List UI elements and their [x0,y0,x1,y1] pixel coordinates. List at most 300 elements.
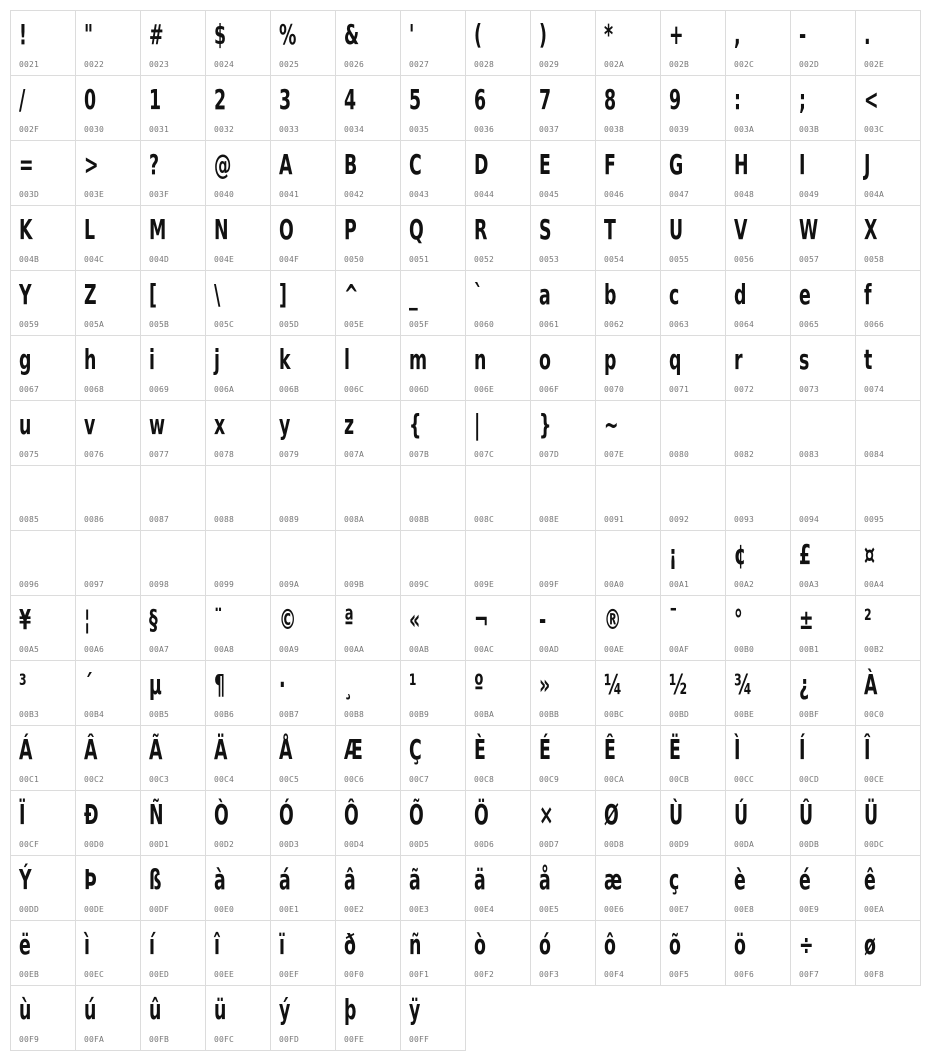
glyph-character: Û [799,798,814,831]
glyph-character: ¾ [734,668,752,701]
glyph-character: © [279,603,297,636]
glyph-codepoint: 00B5 [149,710,170,719]
glyph-cell [10,465,76,531]
glyph-codepoint: 008A [344,515,365,524]
glyph-codepoint: 00F8 [864,970,885,979]
glyph-character: ã [409,863,421,896]
glyph-character: ° [734,603,743,636]
glyph-codepoint: 0051 [409,255,430,264]
glyph-codepoint: 0094 [799,515,820,524]
glyph-character: ½ [669,668,687,701]
glyph-cell [855,140,921,206]
glyph-cell [400,205,466,271]
glyph-codepoint: 00D4 [344,840,365,849]
glyph-codepoint: 00FA [84,1035,105,1044]
glyph-codepoint: 00A9 [279,645,300,654]
glyph-character: v [84,408,96,441]
glyph-cell [465,855,531,921]
glyph-character: j [214,343,220,376]
glyph-codepoint: 0075 [19,450,40,459]
glyph-cell [400,140,466,206]
glyph-codepoint: 006D [409,385,430,394]
glyph-character: ó [539,928,551,961]
glyph-cell [465,920,531,986]
glyph-character: ± [799,603,814,636]
glyph-character: u [19,408,32,441]
glyph-codepoint: 003C [864,125,885,134]
glyph-cell [140,205,206,271]
glyph-character: ÿ [409,993,421,1026]
glyph-character: Ì [734,733,741,766]
glyph-cell [855,270,921,336]
glyph-codepoint: 0077 [149,450,170,459]
glyph-character: x [214,408,226,441]
glyph-cell [465,270,531,336]
glyph-codepoint: 0034 [344,125,365,134]
glyph-codepoint: 00C3 [149,775,170,784]
glyph-character: . [864,18,871,51]
glyph-cell [205,660,271,726]
glyph-cell [205,920,271,986]
glyph-codepoint: 00CE [864,775,885,784]
glyph-codepoint: 0031 [149,125,170,134]
glyph-cell [530,855,596,921]
glyph-cell [400,270,466,336]
glyph-codepoint: 00A0 [604,580,625,589]
glyph-cell [725,465,791,531]
glyph-codepoint: 00AC [474,645,495,654]
glyph-codepoint: 00ED [149,970,170,979]
glyph-character: # [149,18,164,51]
glyph-codepoint: 004D [149,255,170,264]
glyph-cell [10,530,76,596]
glyph-codepoint: 0064 [734,320,755,329]
glyph-character: w [149,408,166,441]
glyph-codepoint: 00B0 [734,645,755,654]
glyph-codepoint: 004B [19,255,40,264]
glyph-cell [205,205,271,271]
glyph-codepoint: 00EC [84,970,105,979]
glyph-cell [595,725,661,791]
glyph-character: Ä [214,733,228,766]
glyph-codepoint: 009F [539,580,560,589]
glyph-cell [10,335,76,401]
glyph-character: Â [84,733,98,766]
glyph-cell [725,920,791,986]
glyph-character: K [19,213,33,246]
glyph-cell [335,75,401,141]
glyph-codepoint: 005D [279,320,300,329]
glyph-cell [530,790,596,856]
glyph-cell [530,400,596,466]
glyph-cell [10,660,76,726]
glyph-cell [855,530,921,596]
glyph-cell [140,10,206,76]
glyph-codepoint: 0043 [409,190,430,199]
glyph-character: Ë [669,733,681,766]
glyph-cell [140,790,206,856]
glyph-character: º [474,668,484,701]
glyph-codepoint: 00BE [734,710,755,719]
glyph-codepoint: 0074 [864,385,885,394]
glyph-character: È [474,733,486,766]
glyph-cell [400,400,466,466]
glyph-cell [790,270,856,336]
glyph-character: þ [344,993,357,1026]
glyph-cell [790,530,856,596]
glyph-cell [335,660,401,726]
glyph-codepoint: 00A6 [84,645,105,654]
glyph-codepoint: 005E [344,320,365,329]
glyph-codepoint: 0093 [734,515,755,524]
glyph-codepoint: 00D8 [604,840,625,849]
glyph-cell [270,985,336,1051]
glyph-character: ì [84,928,90,961]
glyph-codepoint: 008B [409,515,430,524]
glyph-cell [10,270,76,336]
glyph-cell [530,725,596,791]
glyph-cell [75,660,141,726]
glyph-codepoint: 0042 [344,190,365,199]
glyph-cell [660,465,726,531]
glyph-character: G [669,148,684,181]
glyph-codepoint: 0097 [84,580,105,589]
glyph-codepoint: 007D [539,450,560,459]
glyph-character: % [279,18,297,51]
glyph-character: â [344,863,356,896]
glyph-character: ' [409,18,415,51]
glyph-cell [790,205,856,271]
glyph-character: Í [799,733,806,766]
glyph-character: ´ [84,668,93,701]
glyph-character: ³ [19,668,27,701]
glyph-cell [75,335,141,401]
glyph-codepoint: 00A4 [864,580,885,589]
glyph-codepoint: 0098 [149,580,170,589]
glyph-character: ² [864,603,872,636]
glyph-character: _ [409,278,418,311]
glyph-codepoint: 00B4 [84,710,105,719]
glyph-codepoint: 00E2 [344,905,365,914]
glyph-cell [335,270,401,336]
glyph-cell [75,205,141,271]
glyph-cell [400,920,466,986]
glyph-codepoint: 00E4 [474,905,495,914]
glyph-character: ¶ [214,668,226,701]
glyph-cell [270,530,336,596]
glyph-cell [465,465,531,531]
glyph-codepoint: 00FD [279,1035,300,1044]
glyph-cell [75,985,141,1051]
glyph-character: : [734,83,741,116]
glyph-cell [140,335,206,401]
glyph-character: z [344,408,355,441]
glyph-cell [725,140,791,206]
glyph-character: r [734,343,743,376]
glyph-codepoint: 00C8 [474,775,495,784]
glyph-character: ? [149,148,160,181]
glyph-character: / [19,83,26,116]
glyph-codepoint: 00D1 [149,840,170,849]
glyph-character: Ñ [149,798,164,831]
glyph-cell [725,530,791,596]
glyph-codepoint: 0082 [734,450,755,459]
glyph-codepoint: 0029 [539,60,560,69]
glyph-character: * [604,18,614,51]
glyph-cell [140,920,206,986]
glyph-cell [140,985,206,1051]
glyph-codepoint: 0032 [214,125,235,134]
glyph-character: O [279,213,294,246]
glyph-character: 9 [669,83,682,116]
glyph-character: & [344,18,360,51]
glyph-character: k [279,343,291,376]
glyph-codepoint: 00CD [799,775,820,784]
glyph-codepoint: 0069 [149,385,170,394]
glyph-character: m [409,343,428,376]
glyph-cell [205,140,271,206]
glyph-codepoint: 0061 [539,320,560,329]
glyph-codepoint: 00CC [734,775,755,784]
glyph-cell [855,205,921,271]
glyph-character: B [344,148,358,181]
glyph-character: À [864,668,878,701]
glyph-codepoint: 006B [279,385,300,394]
glyph-codepoint: 00C2 [84,775,105,784]
glyph-codepoint: 00FF [409,1035,430,1044]
glyph-codepoint: 002F [19,125,40,134]
glyph-codepoint: 00F0 [344,970,365,979]
glyph-cell [400,725,466,791]
glyph-cell [855,10,921,76]
glyph-cell [10,75,76,141]
glyph-character: o [539,343,551,376]
glyph-codepoint: 006F [539,385,560,394]
glyph-character: ß [149,863,162,896]
glyph-cell [855,465,921,531]
glyph-codepoint: 00BF [799,710,820,719]
glyph-cell [335,530,401,596]
glyph-character: § [149,603,158,636]
glyph-cell [595,595,661,661]
glyph-cell [465,205,531,271]
glyph-cell [270,400,336,466]
glyph-codepoint: 00DC [864,840,885,849]
glyph-cell [270,660,336,726]
glyph-cell [660,270,726,336]
glyph-cell [270,140,336,206]
glyph-character: Î [864,733,871,766]
glyph-codepoint: 00A1 [669,580,690,589]
glyph-cell [140,660,206,726]
glyph-codepoint: 0089 [279,515,300,524]
glyph-codepoint: 0026 [344,60,365,69]
glyph-codepoint: 00BC [604,710,625,719]
glyph-codepoint: 00D3 [279,840,300,849]
glyph-character: ¦ [84,603,91,636]
glyph-codepoint: 00DD [19,905,40,914]
glyph-character: 8 [604,83,617,116]
glyph-cell [855,75,921,141]
glyph-codepoint: 0087 [149,515,170,524]
glyph-cell [10,400,76,466]
glyph-codepoint: 00EA [864,905,885,914]
glyph-codepoint: 00B1 [799,645,820,654]
glyph-cell [10,10,76,76]
glyph-codepoint: 0036 [474,125,495,134]
glyph-codepoint: 0058 [864,255,885,264]
glyph-character: è [734,863,746,896]
glyph-codepoint: 00A8 [214,645,235,654]
glyph-character: Ê [604,733,616,766]
glyph-codepoint: 0066 [864,320,885,329]
glyph-cell [660,530,726,596]
glyph-character: < [864,83,879,116]
glyph-cell [270,855,336,921]
glyph-cell [790,725,856,791]
glyph-character: X [864,213,878,246]
glyph-character: ý [279,993,291,1026]
glyph-codepoint: 00AB [409,645,430,654]
glyph-cell [855,790,921,856]
glyph-codepoint: 0076 [84,450,105,459]
glyph-codepoint: 00DB [799,840,820,849]
glyph-cell [75,140,141,206]
glyph-cell [140,595,206,661]
glyph-codepoint: 0028 [474,60,495,69]
glyph-codepoint: 0080 [669,450,690,459]
glyph-character: ô [604,928,616,961]
glyph-character: ¼ [604,668,622,701]
glyph-character: 6 [474,83,487,116]
glyph-codepoint: 003A [734,125,755,134]
glyph-cell [660,660,726,726]
glyph-character: ¥ [19,603,32,636]
glyph-codepoint: 00E7 [669,905,690,914]
glyph-cell [140,400,206,466]
glyph-codepoint: 0096 [19,580,40,589]
glyph-cell [400,530,466,596]
glyph-codepoint: 0044 [474,190,495,199]
glyph-cell [400,595,466,661]
glyph-character: @ [214,148,232,181]
glyph-codepoint: 0049 [799,190,820,199]
glyph-character: | [474,408,481,441]
glyph-cell [400,335,466,401]
glyph-cell [790,400,856,466]
glyph-cell [10,985,76,1051]
glyph-cell [75,530,141,596]
glyph-codepoint: 003B [799,125,820,134]
glyph-codepoint: 0099 [214,580,235,589]
glyph-cell [725,660,791,726]
glyph-codepoint: 007B [409,450,430,459]
glyph-cell [790,595,856,661]
glyph-codepoint: 0068 [84,385,105,394]
glyph-codepoint: 008E [539,515,560,524]
glyph-cell [205,985,271,1051]
glyph-character: ñ [409,928,422,961]
glyph-codepoint: 0095 [864,515,885,524]
glyph-codepoint: 00A3 [799,580,820,589]
glyph-codepoint: 008C [474,515,495,524]
glyph-character: ^ [344,278,359,311]
glyph-codepoint: 0040 [214,190,235,199]
glyph-cell [205,855,271,921]
glyph-codepoint: 0057 [799,255,820,264]
glyph-codepoint: 004E [214,255,235,264]
glyph-cell [10,725,76,791]
glyph-cell [465,660,531,726]
glyph-codepoint: 00B2 [864,645,885,654]
glyph-character: Ò [214,798,229,831]
glyph-cell [140,855,206,921]
glyph-codepoint: 0088 [214,515,235,524]
glyph-codepoint: 00A2 [734,580,755,589]
glyph-character: L [84,213,96,246]
glyph-cell [855,855,921,921]
glyph-cell [10,140,76,206]
glyph-codepoint: 0091 [604,515,625,524]
glyph-character: ) [539,18,547,51]
glyph-codepoint: 0079 [279,450,300,459]
glyph-cell [725,335,791,401]
glyph-codepoint: 00EB [19,970,40,979]
glyph-cell [465,400,531,466]
glyph-character: U [669,213,684,246]
glyph-character: · [279,668,286,701]
glyph-character: ® [604,603,622,636]
glyph-codepoint: 00AA [344,645,365,654]
glyph-codepoint: 00F4 [604,970,625,979]
glyph-cell [790,855,856,921]
glyph-codepoint: 0067 [19,385,40,394]
glyph-character: W [799,213,819,246]
glyph-cell [465,725,531,791]
glyph-cell [75,75,141,141]
glyph-character: £ [799,538,812,571]
glyph-character: ( [474,18,482,51]
glyph-character: a [539,278,551,311]
glyph-character: Ù [669,798,684,831]
glyph-cell [270,465,336,531]
glyph-character: Ó [279,798,294,831]
glyph-character: ; [799,83,806,116]
glyph-character: 2 [214,83,227,116]
glyph-codepoint: 004A [864,190,885,199]
glyph-cell [790,465,856,531]
glyph-character: D [474,148,489,181]
glyph-codepoint: 0059 [19,320,40,329]
glyph-codepoint: 004C [84,255,105,264]
glyph-codepoint: 00FC [214,1035,235,1044]
glyph-cell [595,270,661,336]
glyph-cell [855,725,921,791]
glyph-codepoint: 0062 [604,320,625,329]
glyph-cell [205,790,271,856]
glyph-codepoint: 00BB [539,710,560,719]
glyph-character: s [799,343,810,376]
glyph-cell [270,790,336,856]
glyph-cell [75,465,141,531]
glyph-character: H [734,148,749,181]
glyph-codepoint: 0054 [604,255,625,264]
glyph-cell [790,10,856,76]
glyph-character: h [84,343,97,376]
glyph-cell [595,855,661,921]
glyph-cell [205,335,271,401]
glyph-cell [205,530,271,596]
